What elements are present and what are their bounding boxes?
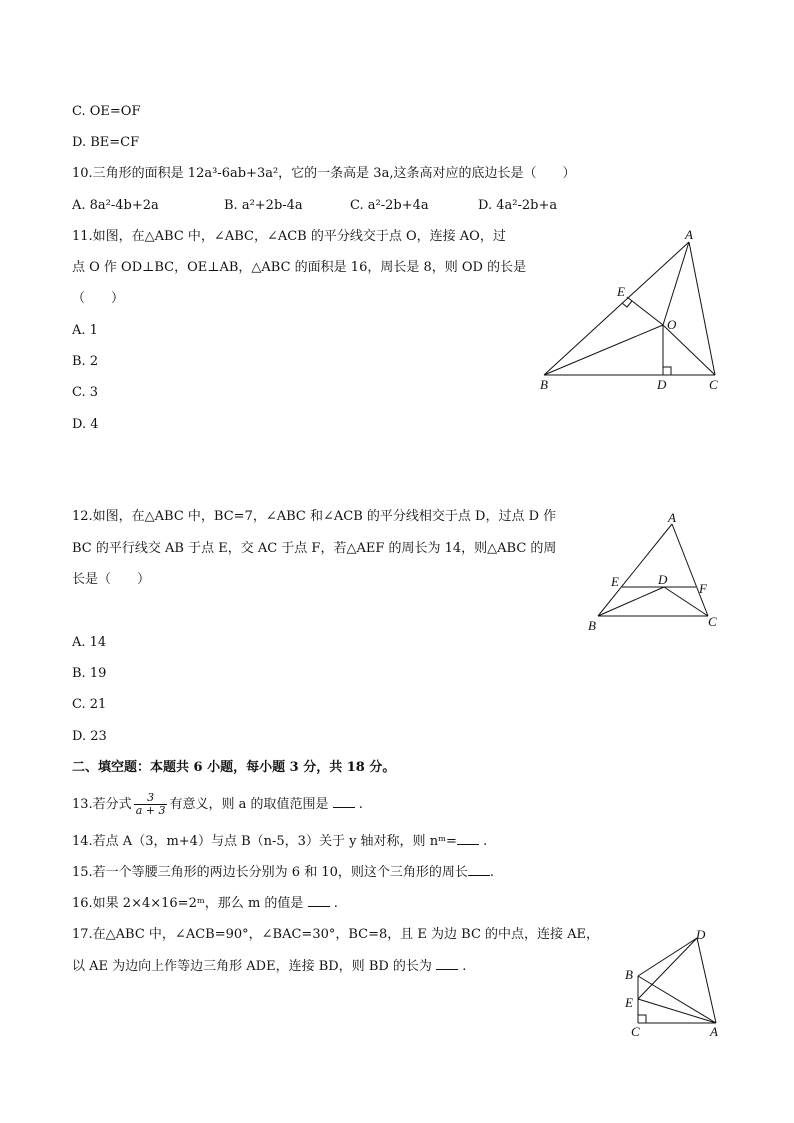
section-2-title: 二、填空题：本题共 6 小题，每小题 3 分，共 18 分。 — [72, 760, 396, 775]
q10-option-b: B. a²+2b-4a — [224, 198, 303, 213]
q17-end: . — [462, 959, 467, 974]
q13-answer-blank[interactable] — [333, 795, 355, 808]
segment-ea — [638, 999, 716, 1023]
segment-ed — [638, 938, 697, 999]
label-o: O — [667, 317, 677, 332]
q11-triangle-figure — [530, 225, 730, 395]
q15-end: . — [489, 865, 495, 880]
q10-stem: 10.三角形的面积是 12a³-6ab+3a²，它的一条高是 3a,这条高对应的底边长是（ ） — [72, 166, 576, 181]
label-e: E — [617, 284, 625, 299]
q11-option-c: C. 3 — [72, 385, 99, 400]
q12-triangle-figure — [580, 508, 730, 638]
label-c: C — [631, 1024, 640, 1039]
q17-text: 以 AE 为边向上作等边三角形 ADE，连接 BD，则 BD 的长为 — [72, 959, 432, 974]
segment-bd — [638, 938, 697, 976]
label-d: D — [657, 377, 667, 392]
label-a: A — [710, 1024, 718, 1039]
q11-stem-line-2: 点 O 作 OD⊥BC，OE⊥AB，△ABC 的面积是 16，周长是 8，则 OD 的长是 — [72, 260, 527, 275]
label-e: E — [625, 995, 633, 1010]
q16-text: 16.如果 2×4×16=2ᵐ，那么 m 的值是 — [72, 896, 304, 911]
q10-option-a: A. 8a²-4b+2a — [72, 198, 159, 213]
label-b: B — [540, 377, 548, 392]
right-angle-mark-c — [638, 1015, 646, 1023]
q10-option-d: D. 4a²-2b+a — [478, 198, 558, 213]
q11-stem-line-1: 11.如图，在△ABC 中，∠ABC，∠ACB 的平分线交于点 O，连接 AO，过 — [72, 229, 506, 244]
label-f: F — [699, 581, 707, 596]
label-b: B — [588, 618, 596, 633]
q15-stem — [72, 863, 494, 882]
q15-answer-blank[interactable] — [468, 863, 490, 876]
label-a: A — [668, 510, 676, 525]
q12-option-d: D. 23 — [72, 729, 107, 744]
label-c: C — [709, 377, 718, 392]
q13-suffix: 有意义，则 a 的取值范围是 — [169, 797, 329, 812]
segment-bo — [544, 325, 663, 375]
q16-end: . — [333, 896, 338, 911]
label-b: B — [625, 967, 633, 982]
q13-fraction-denominator: a + 3 — [135, 804, 166, 817]
segment-ab — [544, 242, 689, 375]
q14-stem — [72, 832, 487, 851]
q12-option-a: A. 14 — [72, 635, 107, 650]
q16-stem — [72, 894, 338, 913]
q13-fraction-numerator: 3 — [134, 792, 168, 805]
q11-option-d: D. 4 — [72, 417, 99, 432]
segment-ab — [598, 524, 672, 616]
q14-answer-blank[interactable] — [457, 832, 479, 845]
q13-stem — [72, 790, 363, 820]
label-e: E — [611, 574, 619, 589]
q17-triangle-figure — [615, 925, 735, 1043]
q16-answer-blank[interactable] — [308, 894, 330, 907]
label-a: A — [685, 227, 693, 242]
q12-stem-line-1: 12.如图，在△ABC 中，BC=7，∠ABC 和∠ACB 的平分线相交于点 D，过点 D 作 — [72, 509, 557, 524]
segment-ac — [672, 524, 708, 616]
q11-option-a: A. 1 — [72, 323, 98, 338]
q9-option-c: C. OE=OF — [72, 104, 141, 119]
q17-answer-blank[interactable] — [436, 957, 458, 970]
q11-stem-line-3: （ ） — [72, 291, 125, 306]
q15-text: 15.若一个等腰三角形的两边长分别为 6 和 10，则这个三角形的周长 — [72, 865, 468, 880]
q17-stem-line-2 — [72, 957, 466, 976]
segment-oe — [627, 297, 663, 325]
q17-stem-line-1: 17.在△ABC 中，∠ACB=90°，∠BAC=30°，BC=8，且 E 为边 BC 的中点，连接 AE， — [72, 927, 600, 942]
q13-end: . — [358, 797, 363, 812]
q14-end: . — [483, 834, 488, 849]
segment-da — [697, 938, 716, 1023]
q9-option-d: D. BE=CF — [72, 135, 140, 150]
q11-option-b: B. 2 — [72, 354, 99, 369]
q12-option-c: C. 21 — [72, 697, 107, 712]
label-d: D — [696, 927, 706, 942]
q10-option-c: C. a²-2b+4a — [350, 198, 429, 213]
q14-text: 14.若点 A（3，m+4）与点 B（n-5，3）关于 y 轴对称，则 nᵐ= — [72, 834, 457, 849]
q13-fraction — [134, 792, 168, 817]
q12-stem-line-2: BC 的平行线交 AB 于点 E，交 AC 于点 F，若△AEF 的周长为 14，则△ABC 的周 — [72, 541, 557, 556]
segment-ac — [689, 242, 715, 375]
q12-stem-line-3: 长是（ ） — [72, 572, 151, 587]
label-d: D — [658, 572, 668, 587]
segment-bd — [598, 587, 664, 616]
q13-prefix: 13.若分式 — [72, 797, 132, 812]
segment-ba — [638, 976, 716, 1023]
right-angle-mark-d — [663, 367, 671, 375]
q12-option-b: B. 19 — [72, 666, 107, 681]
label-c: C — [708, 614, 717, 629]
